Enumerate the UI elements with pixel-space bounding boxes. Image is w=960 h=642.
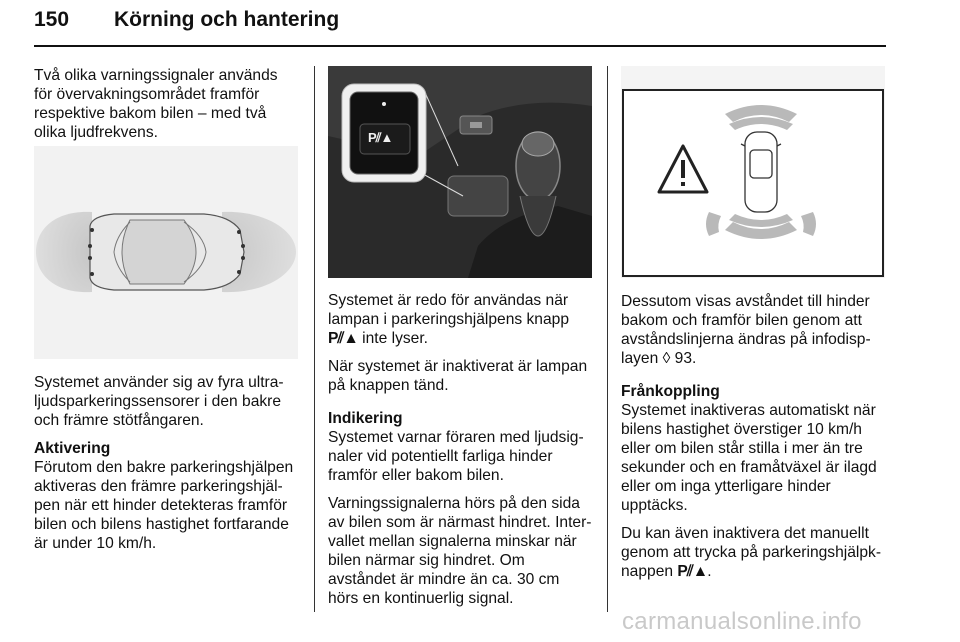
off-heading: Frånkoppling	[621, 383, 720, 400]
column-divider-left	[314, 66, 315, 612]
page-number: 150	[34, 8, 70, 31]
intro-paragraph: Två olika varningssignaler används för övervakningsområdet framför respektive bakom bilen – med två olika ljudfrekvens.	[34, 67, 278, 141]
infodisplay-illustration	[621, 66, 885, 278]
ready-suffix: inte lyser.	[357, 330, 428, 347]
page-header	[34, 6, 886, 48]
column-divider-right	[607, 66, 608, 612]
chapter-title: Körning och hantering	[114, 8, 340, 31]
activation-paragraph: Förutom den bakre parkeringshjälpen aktiveras den främre parkeringshjäl-pen när ett hinder detekteras framför bilen och bilens hastighet fortfarande är under 10 km/h.	[34, 459, 294, 552]
rear-sensor-zone	[36, 212, 92, 292]
indication-heading: Indikering	[328, 410, 403, 427]
column-1-lower	[34, 373, 300, 562]
parking-button-illustration	[328, 66, 592, 278]
parking-assist-icon: P⫽▲	[368, 130, 393, 145]
watermark: carmanualsonline.info	[622, 608, 862, 635]
indication-paragraph: Systemet varnar föraren med ljudsig-naler vid potentiellt farliga hinder framför eller bakom bilen.	[328, 429, 584, 484]
parking-assist-button-icon: P⫽▲	[677, 563, 708, 580]
column-2	[328, 291, 594, 617]
manual-suffix: .	[707, 563, 712, 580]
manual-text: Du kan även inaktivera det manuellt genom att trycka på parkeringshjälpk-nappen	[621, 525, 882, 580]
ready-paragraph	[328, 291, 594, 348]
parking-assist-symbol-icon: P⫽▲	[328, 330, 358, 347]
header-rule	[34, 45, 886, 47]
sensors-paragraph: Systemet använder sig av fyra ultra-ljudsparkeringssensorer i den bakre och främre stötfångaren.	[34, 374, 284, 429]
inactive-paragraph: När systemet är inaktiverat är lampan på knappen tänd.	[328, 358, 588, 394]
activation-heading: Aktivering	[34, 440, 111, 457]
distance-paragraph: Dessutom visas avståndet till hinder bakom och framför bilen genom att avståndslinjerna ändras på infodisp-layen ◊ 93.	[621, 293, 871, 367]
ready-text: Systemet är redo för användas när lampan i parkeringshjälpens knapp	[328, 292, 569, 328]
car-top-view-icon	[88, 214, 245, 290]
signals-paragraph: Varningssignalerna hörs på den sida av bilen som är närmast hindret. Inter-vallet mellan signalerna minskar när bilen närmar sig hindret. Om avståndet är mindre än ca. 30 cm hörs en kontinuerlig signal.	[328, 495, 592, 607]
manual-paragraph	[621, 524, 887, 581]
off-paragraph: Systemet inaktiveras automatiskt när bilens hastighet överstiger 10 km/h eller om bilen står stilla i mer än tre sekunder och en framåtväxel är ilagd eller om inga ytterligare hinder upptäcks.	[621, 402, 877, 514]
column-3	[621, 292, 887, 590]
sensor-zones-illustration	[34, 146, 298, 359]
column-1	[34, 66, 300, 151]
